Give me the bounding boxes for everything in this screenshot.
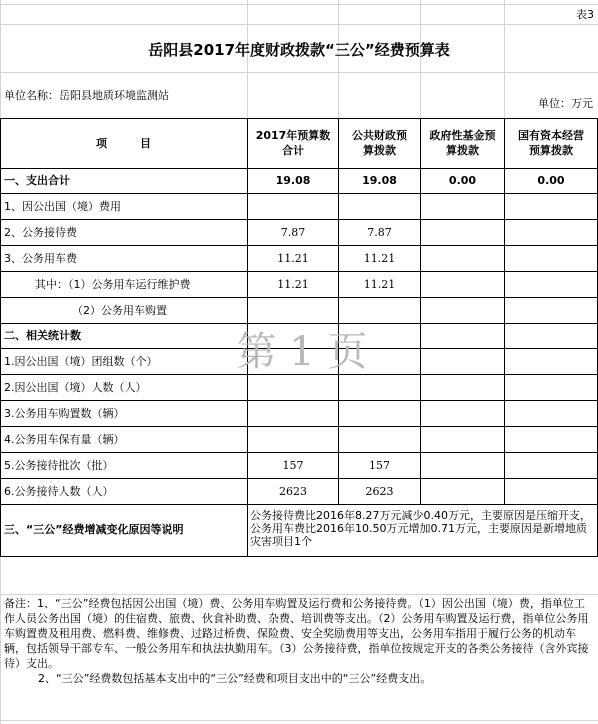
page-watermark: 第 1 页 <box>236 329 368 375</box>
row-value: 7.87 <box>280 226 306 239</box>
grid-line <box>338 0 339 118</box>
row-label: 5.公务接待批次（批） <box>4 459 114 472</box>
row-value: 19.08 <box>362 174 397 187</box>
table-border <box>0 426 598 427</box>
header-col4-line1: 国有资本经营 <box>518 129 584 142</box>
grid-line <box>247 0 248 118</box>
table-border <box>0 452 598 453</box>
header-col3-line2: 算拨款 <box>446 144 479 157</box>
table-border <box>0 297 598 298</box>
table-border <box>0 400 598 401</box>
table-border <box>0 323 598 324</box>
table-border <box>0 168 598 169</box>
row-label: 1、因公出国（境）费用 <box>4 200 121 213</box>
row-value: 0.00 <box>448 174 477 187</box>
header-col1-line1: 2017年预算数 <box>255 129 331 142</box>
sheet-tag: 表3 <box>576 8 594 21</box>
header-col2-line2: 算拨款 <box>363 144 396 157</box>
table-border <box>0 118 1 557</box>
grid-line <box>0 4 598 5</box>
row-value: 0.00 <box>537 174 565 187</box>
row-label: 2、公务接待费 <box>4 226 77 239</box>
page-title: 岳阳县2017年度财政拨款“三公”经费预算表 <box>148 41 450 59</box>
row-label: 4.公务用车保有量（辆） <box>4 433 125 446</box>
grid-line <box>0 720 598 721</box>
row-value: 11.21 <box>277 278 309 291</box>
row-label: 3、公务用车费 <box>4 252 77 265</box>
table-border <box>0 245 598 246</box>
table-border <box>0 556 598 557</box>
row-value: 157 <box>282 459 304 472</box>
row-value: 7.87 <box>367 226 392 239</box>
row-label: 2.因公出国（境）人数（人） <box>4 381 147 394</box>
header-col2-line1: 公共财政预 <box>352 129 407 142</box>
grid-line <box>0 594 598 595</box>
row-label: 其中：（1）公务用车运行维护费 <box>35 278 191 291</box>
row-label: 3.公务用车购置数（辆） <box>4 407 125 420</box>
table-border <box>0 504 598 505</box>
note-paragraph-1: 备注：1、“三公”经费包括因公出国（境）费、公务用车购置及运行费和公务接待费。（1）因公出国（境）费，指单位工作人员公务出国（境）的住宿费、旅费、伙食补助费、杂费、培训费等支出。（2）公务用车购置及运行费，指单位公务用车购置费及租用费、燃料费、维修费、过路过桥费、保险费、安全奖励费用等支出，公务用车指用于履行公务的机动车辆，包括领导干部专车、一般公务用车和执法执勤用车。（3）公务接待费，指单位按规定开支的各类公务接待（含外宾接待）支出。 <box>4 597 589 670</box>
row-value: 11.21 <box>363 278 396 291</box>
reason-label: 三、“三公”经费增减变化原因等说明 <box>4 523 184 536</box>
grid-line <box>0 72 598 73</box>
header-col1-line2: 合计 <box>282 144 304 157</box>
unit-name: 单位名称：岳阳县地质环境监测站 <box>4 89 169 102</box>
header-col3-line1: 政府性基金预 <box>429 129 496 142</box>
table-border <box>0 219 598 220</box>
amount-unit: 单位：万元 <box>538 97 593 110</box>
row-value: 11.21 <box>363 252 396 265</box>
row-value: 157 <box>369 459 390 472</box>
grid-line <box>504 0 505 118</box>
header-item: 项 目 <box>96 137 151 150</box>
notes <box>4 596 594 686</box>
row-value: 2623 <box>279 485 307 498</box>
table-border <box>0 478 598 479</box>
row-label: （2）公务用车购置 <box>72 304 167 317</box>
row-label: 二、相关统计数 <box>4 329 81 342</box>
table-border <box>0 118 598 119</box>
row-label: 1.因公出国（境）团组数（个） <box>4 355 158 368</box>
header-col4-line2: 预算拨款 <box>529 144 573 157</box>
row-value: 11.21 <box>277 252 309 265</box>
reason-text: 公务接待费比2016年8.27万元减少0.40万元，主要原因是压缩开支，公务用车费比2016年10.50万元增加0.71万元，主要原因是新增地质灾害项目1个 <box>250 509 591 548</box>
row-value: 2623 <box>365 485 394 498</box>
row-label: 一、支出合计 <box>4 174 70 187</box>
grid-line <box>420 0 421 118</box>
table-border <box>0 271 598 272</box>
grid-line <box>0 24 598 25</box>
row-label: 6.公务接待人数（人） <box>4 485 114 498</box>
table-border <box>0 193 598 194</box>
note-paragraph-2: 2、“三公”经费数包括基本支出中的“三公”经费和项目支出中的“三公”经费支出。 <box>38 672 432 685</box>
row-value: 19.08 <box>275 174 311 187</box>
